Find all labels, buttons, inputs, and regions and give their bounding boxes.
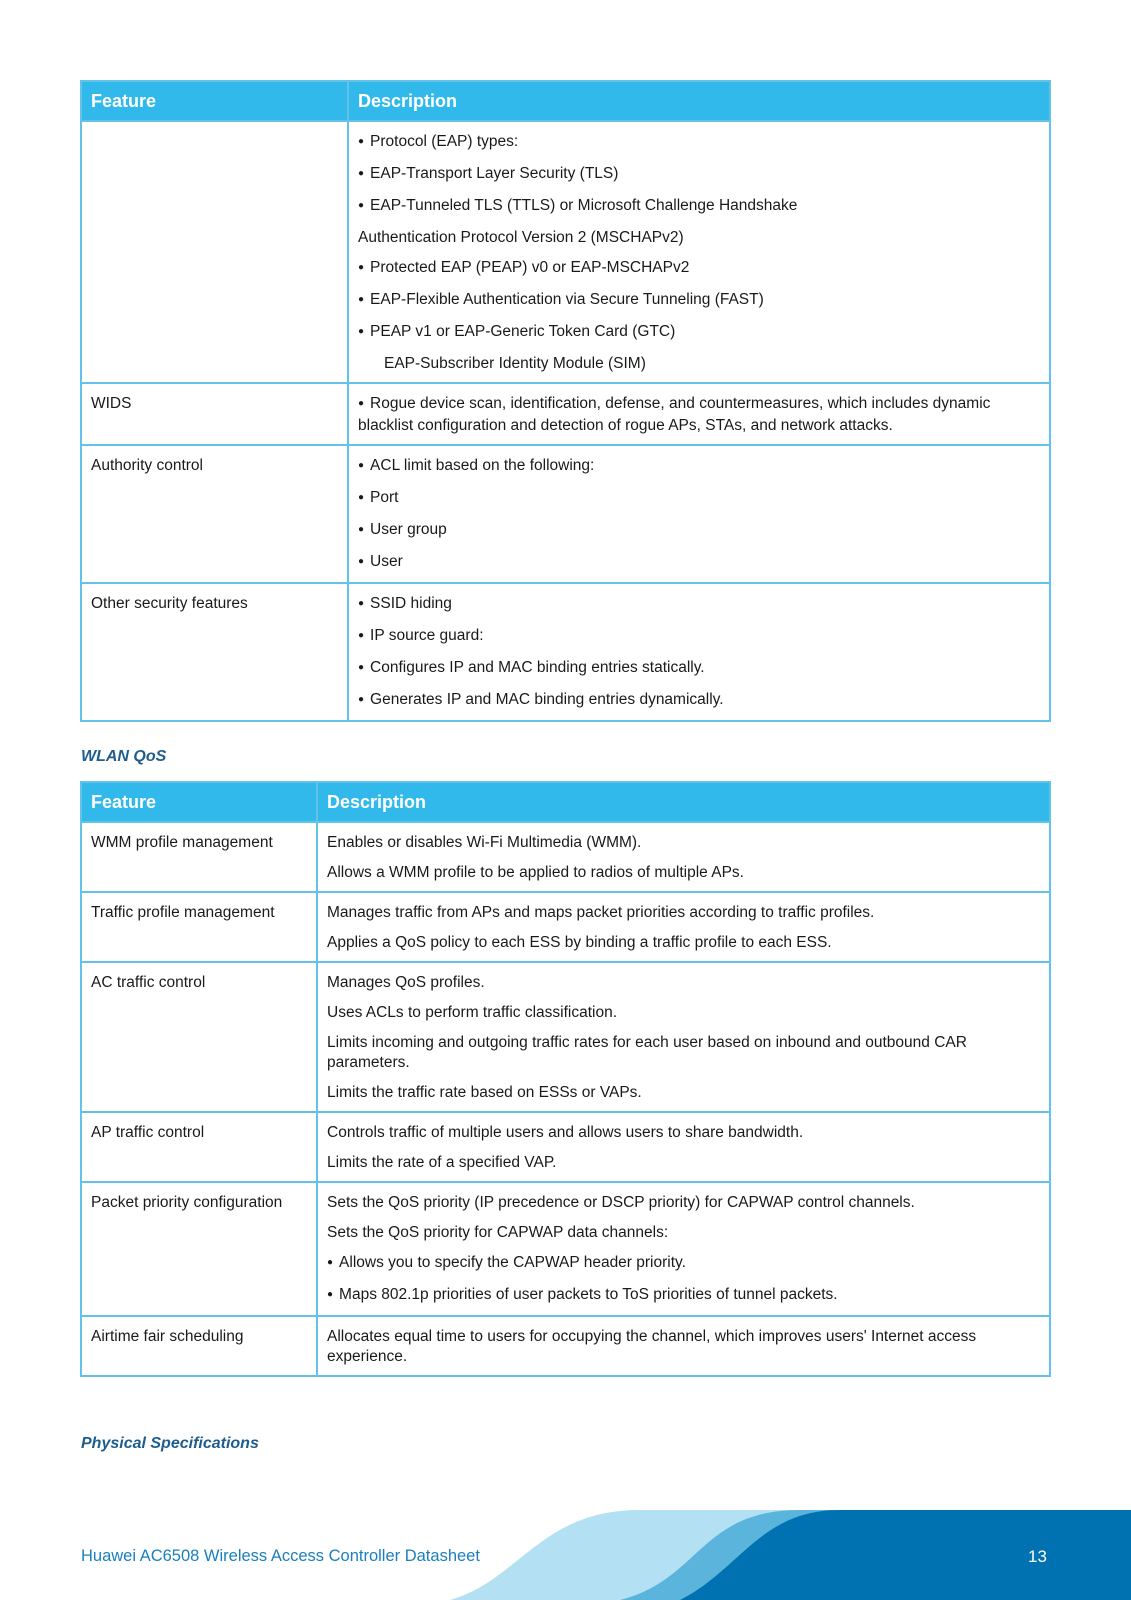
description-text: User group xyxy=(370,521,447,538)
feature-cell xyxy=(81,121,348,383)
description-cell xyxy=(317,1112,1050,1182)
description-line xyxy=(327,833,1040,853)
description-line xyxy=(358,228,1040,248)
description-line xyxy=(327,1003,1040,1023)
description-cell xyxy=(348,121,1050,383)
description-line xyxy=(327,973,1040,993)
feature-cell xyxy=(81,1112,317,1182)
footer-document-title: Huawei AC6508 Wireless Access Controller Datasheet xyxy=(81,1547,480,1565)
description-text: Generates IP and MAC binding entries dynamically. xyxy=(370,691,724,708)
description-line xyxy=(327,1327,1040,1367)
description-text: SSID hiding xyxy=(370,595,452,612)
feature-name: Airtime fair scheduling xyxy=(91,1328,244,1345)
description-line xyxy=(327,903,1040,923)
description-text: Uses ACLs to perform traffic classification. xyxy=(327,1004,618,1021)
feature-cell xyxy=(81,892,317,962)
description-cell xyxy=(317,892,1050,962)
description-text: Limits incoming and outgoing traffic rates for each user based on inbound and outbound CAR parameters. xyxy=(327,1034,967,1071)
feature-name: Traffic profile management xyxy=(91,904,275,921)
description-text: Rogue device scan, identification, defense, and countermeasures, which includes dynamic blacklist configuration and detection of rogue APs, STAs, and network attacks. xyxy=(358,395,991,434)
section-title-physical-specifications: Physical Specifications xyxy=(81,1435,259,1452)
description-cell xyxy=(348,383,1050,445)
description-line xyxy=(327,933,1040,953)
description-text: Limits the traffic rate based on ESSs or VAPs. xyxy=(327,1084,642,1101)
feature-cell xyxy=(81,583,348,721)
description-text: Protocol (EAP) types: xyxy=(370,133,519,150)
feature-cell xyxy=(81,822,317,892)
table-header-row xyxy=(81,81,1050,121)
table-row xyxy=(81,1112,1050,1182)
description-text: EAP-Flexible Authentication via Secure Tunneling (FAST) xyxy=(370,291,764,308)
bullet-item xyxy=(358,394,1040,436)
column-header-description: Description xyxy=(317,782,1050,822)
description-cell xyxy=(348,445,1050,583)
description-text: Sets the QoS priority (IP precedence or DSCP priority) for CAPWAP control channels. xyxy=(327,1194,915,1211)
bullet-item xyxy=(358,552,1040,574)
description-line xyxy=(327,1153,1040,1173)
description-text: Applies a QoS policy to each ESS by binding a traffic profile to each ESS. xyxy=(327,934,832,951)
description-text: Allocates equal time to users for occupying the channel, which improves users' Internet access experience. xyxy=(327,1328,977,1365)
description-text: EAP-Transport Layer Security (TLS) xyxy=(370,165,619,182)
bullet-item xyxy=(358,456,1040,478)
table-row xyxy=(81,962,1050,1112)
bullet-item xyxy=(358,322,1040,344)
description-line xyxy=(327,1223,1040,1243)
table-header-row xyxy=(81,782,1050,822)
section-title-wlan-qos: WLAN QoS xyxy=(81,748,167,765)
column-header-description: Description xyxy=(348,81,1050,121)
description-text: User xyxy=(370,553,403,570)
page-number: 13 xyxy=(1028,1547,1047,1566)
bullet-item xyxy=(327,1285,1040,1307)
feature-name: AC traffic control xyxy=(91,974,206,991)
bullet-item xyxy=(358,594,1040,616)
table-row xyxy=(81,445,1050,583)
description-line xyxy=(327,1123,1040,1143)
bullet-item xyxy=(358,132,1040,154)
description-line xyxy=(327,1083,1040,1103)
feature-name: Authority control xyxy=(91,457,203,474)
description-text: Allows you to specify the CAPWAP header priority. xyxy=(339,1254,686,1271)
table2-body xyxy=(81,822,1050,1376)
feature-name: Other security features xyxy=(91,595,248,612)
column-header-feature: Feature xyxy=(81,81,348,121)
description-line xyxy=(327,1033,1040,1073)
feature-cell xyxy=(81,383,348,445)
bullet-item xyxy=(358,658,1040,680)
feature-cell xyxy=(81,962,317,1112)
description-cell xyxy=(317,962,1050,1112)
table-row xyxy=(81,822,1050,892)
bullet-item xyxy=(358,196,1040,218)
description-text: Manages traffic from APs and maps packet priorities according to traffic profiles. xyxy=(327,904,875,921)
description-text: EAP-Subscriber Identity Module (SIM) xyxy=(384,355,646,372)
description-text: Protected EAP (PEAP) v0 or EAP-MSCHAPv2 xyxy=(370,259,690,276)
bullet-item xyxy=(358,626,1040,648)
description-text: Configures IP and MAC binding entries statically. xyxy=(370,659,705,676)
table-row xyxy=(81,121,1050,383)
table1-body xyxy=(81,121,1050,721)
description-cell xyxy=(317,1316,1050,1376)
description-text: IP source guard: xyxy=(370,627,484,644)
description-text: Controls traffic of multiple users and allows users to share bandwidth. xyxy=(327,1124,804,1141)
feature-cell xyxy=(81,1316,317,1376)
feature-cell xyxy=(81,445,348,583)
wlan-qos-table xyxy=(80,781,1051,1377)
description-text: Sets the QoS priority for CAPWAP data channels: xyxy=(327,1224,669,1241)
feature-name: WIDS xyxy=(91,395,132,412)
bullet-item xyxy=(327,1253,1040,1275)
table-row xyxy=(81,1316,1050,1376)
description-line xyxy=(358,354,1040,374)
bullet-item xyxy=(358,290,1040,312)
description-cell xyxy=(348,583,1050,721)
description-text: Authentication Protocol Version 2 (MSCHAPv2) xyxy=(358,229,684,246)
description-text: Port xyxy=(370,489,399,506)
description-text: PEAP v1 or EAP-Generic Token Card (GTC) xyxy=(370,323,676,340)
description-line xyxy=(327,863,1040,883)
description-text: EAP-Tunneled TLS (TTLS) or Microsoft Challenge Handshake xyxy=(370,197,798,214)
description-text: Limits the rate of a specified VAP. xyxy=(327,1154,557,1171)
description-cell xyxy=(317,1182,1050,1316)
description-text: Manages QoS profiles. xyxy=(327,974,485,991)
security-features-table xyxy=(80,80,1051,722)
feature-cell xyxy=(81,1182,317,1316)
description-text: Maps 802.1p priorities of user packets to ToS priorities of tunnel packets. xyxy=(339,1286,838,1303)
column-header-feature: Feature xyxy=(81,782,317,822)
description-text: Allows a WMM profile to be applied to radios of multiple APs. xyxy=(327,864,744,881)
description-cell xyxy=(317,822,1050,892)
table-row xyxy=(81,383,1050,445)
description-text: Enables or disables Wi-Fi Multimedia (WMM). xyxy=(327,834,642,851)
feature-name: AP traffic control xyxy=(91,1124,205,1141)
feature-name: Packet priority configuration xyxy=(91,1194,283,1211)
feature-name: WMM profile management xyxy=(91,834,273,851)
table-row xyxy=(81,1182,1050,1316)
table-row xyxy=(81,892,1050,962)
description-line xyxy=(327,1193,1040,1213)
description-text: ACL limit based on the following: xyxy=(370,457,595,474)
bullet-item xyxy=(358,164,1040,186)
bullet-item xyxy=(358,488,1040,510)
bullet-item xyxy=(358,520,1040,542)
table-row xyxy=(81,583,1050,721)
bullet-item xyxy=(358,690,1040,712)
bullet-item xyxy=(358,258,1040,280)
